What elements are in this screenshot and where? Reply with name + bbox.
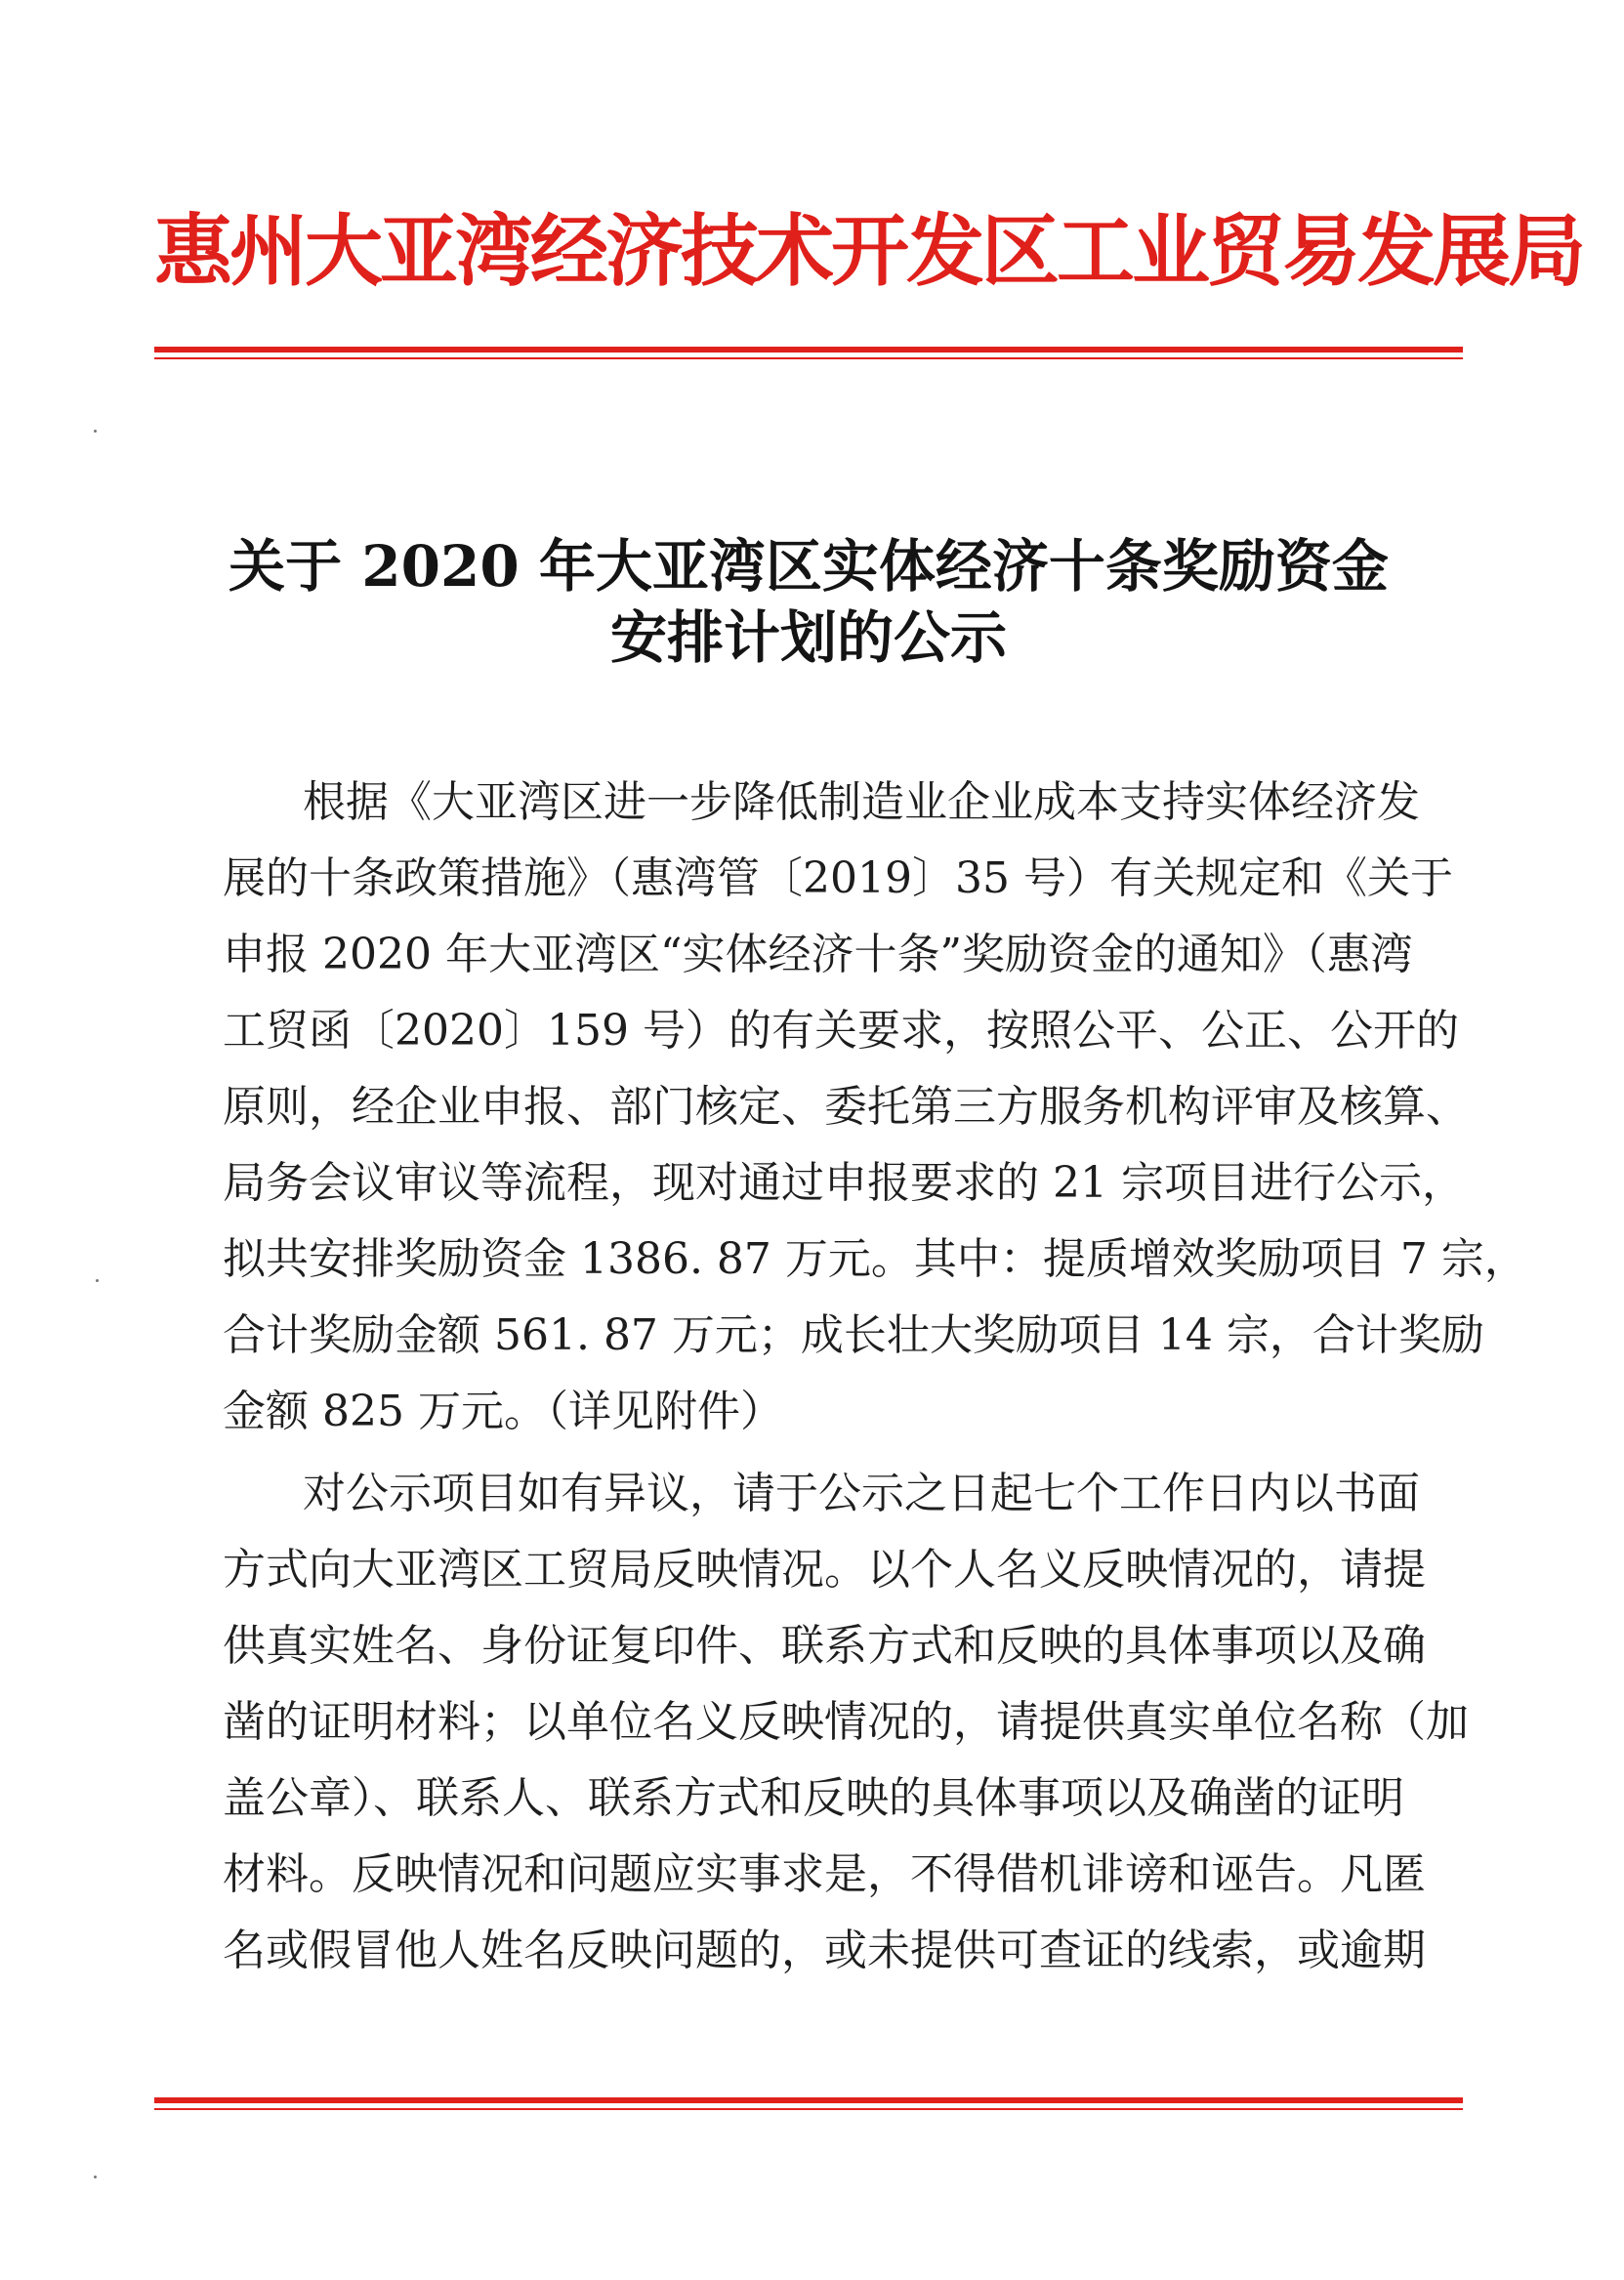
paragraph-2-line: 对公示项目如有异议，请于公示之日起七个工作日内以书面 bbox=[303, 1469, 1420, 1518]
masthead-rule-thick bbox=[154, 347, 1463, 352]
paragraph-1-line: 根据《大亚湾区进一步降低制造业企业成本支持实体经济发 bbox=[303, 777, 1420, 827]
document-title-line-2: 安排计划的公示 bbox=[609, 604, 1007, 671]
paragraph-1-line: 拟共安排奖励资金 1386. 87 万元。其中：提质增效奖励项目 7 宗， bbox=[223, 1234, 1527, 1284]
document-title-line-1: 关于 2020 年大亚湾区实体经济十条奖励资金 bbox=[229, 533, 1389, 600]
paragraph-2-line: 材料。反映情况和问题应实事求是，不得借机诽谤和诬告。凡匿 bbox=[223, 1849, 1426, 1899]
issuer-masthead: 惠州大亚湾经济技术开发区工业贸易发展局 bbox=[154, 206, 1583, 297]
paragraph-1-line: 工贸函〔2020〕159 号）的有关要求，按照公平、公正、公开的 bbox=[223, 1006, 1459, 1056]
scan-speck bbox=[94, 430, 97, 433]
paragraph-2-line: 方式向大亚湾区工贸局反映情况。以个人名义反映情况的，请提 bbox=[223, 1545, 1426, 1595]
paragraph-2-line: 供真实姓名、身份证复印件、联系方式和反映的具体事项以及确 bbox=[223, 1621, 1426, 1671]
paragraph-1-line: 局务会议审议等流程，现对通过申报要求的 21 宗项目进行公示， bbox=[223, 1158, 1465, 1208]
paragraph-1-line: 合计奖励金额 561. 87 万元；成长壮大奖励项目 14 宗，合计奖励 bbox=[223, 1310, 1484, 1360]
masthead-rule-thin bbox=[154, 357, 1463, 359]
paragraph-2-line: 盖公章）、联系人、联系方式和反映的具体事项以及确凿的证明 bbox=[223, 1773, 1404, 1823]
scan-speck bbox=[94, 2176, 97, 2178]
paragraph-2-line: 名或假冒他人姓名反映问题的，或未提供可查证的线索，或逾期 bbox=[223, 1926, 1426, 1975]
paragraph-2-line: 凿的证明材料；以单位名义反映情况的，请提供真实单位名称（加 bbox=[223, 1697, 1469, 1747]
paragraph-1-line: 原则，经企业申报、部门核定、委托第三方服务机构评审及核算、 bbox=[223, 1082, 1469, 1132]
footer-rule-thin bbox=[154, 2108, 1463, 2110]
paragraph-1-line: 展的十条政策措施》（惠湾管〔2019〕35 号）有关规定和《关于 bbox=[223, 853, 1453, 903]
paragraph-1-line: 申报 2020 年大亚湾区“实体经济十条”奖励资金的通知》（惠湾 bbox=[223, 930, 1413, 979]
footer-rule-thick bbox=[154, 2097, 1463, 2103]
paragraph-1-line: 金额 825 万元。（详见附件） bbox=[223, 1387, 783, 1436]
scan-speck bbox=[96, 1279, 99, 1282]
